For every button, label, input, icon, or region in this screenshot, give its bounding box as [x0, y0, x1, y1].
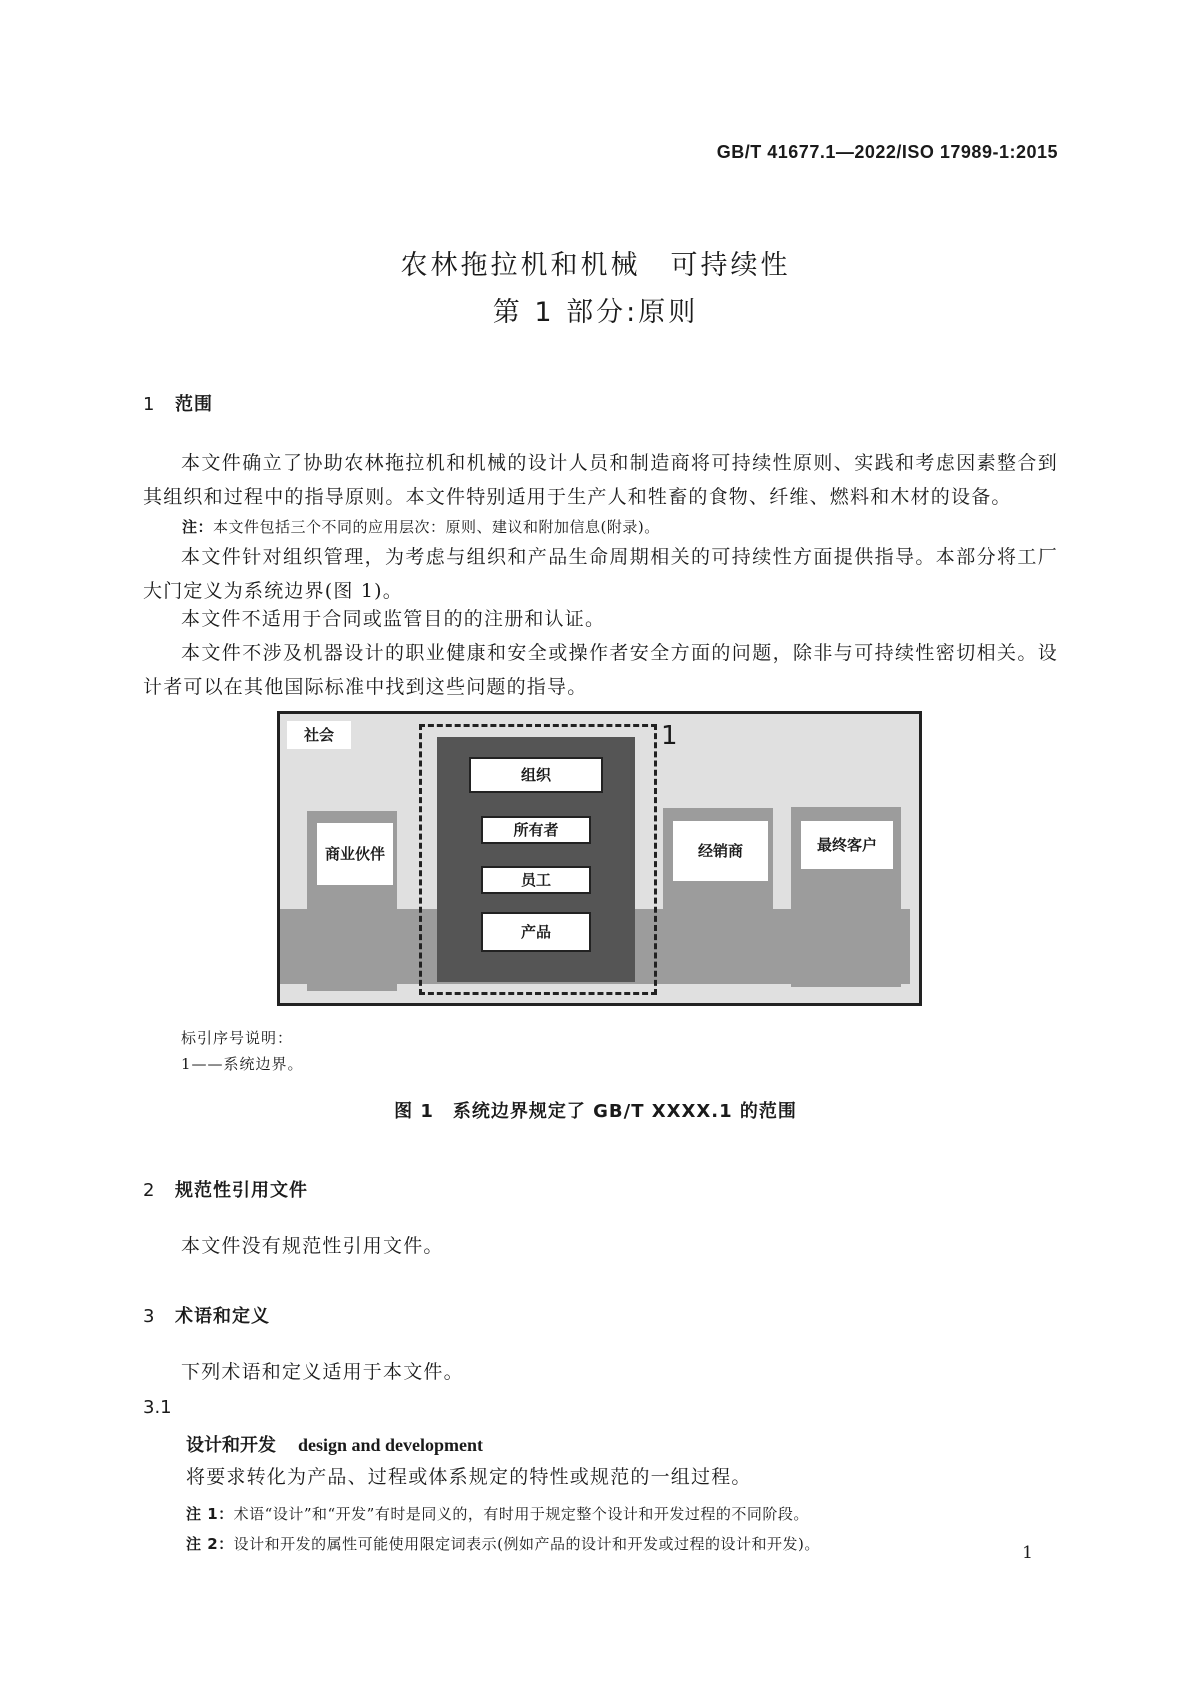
section-2-number: 2	[143, 1180, 156, 1201]
document-title: 农林拖拉机和机械 可持续性	[400, 250, 791, 281]
section-1-paragraph-1: 本文件确立了协助农林拖拉机和机械的设计人员和制造商将可持续性原则、实践和考虑因素整合到其组织和过程中的指导原则。本文件特别适用于生产人和牲畜的食物、纤维、燃料和木材的设备。	[143, 452, 1058, 508]
clause-3-1-number: 3.1	[143, 1397, 172, 1418]
section-3-heading	[143, 1302, 270, 1328]
standard-code: GB/T 41677.1—2022/ISO 17989-1:2015	[716, 142, 1058, 162]
product-label: 产品	[481, 912, 591, 952]
term-note-2-text: 设计和开发的属性可能使用限定词表示(例如产品的设计和开发或过程的设计和开发)。	[233, 1535, 820, 1553]
figure-1-caption: 图 1 系统边界规定了 GB/T XXXX.1 的范围	[394, 1101, 797, 1122]
figure-key-title: 标引序号说明：	[181, 1029, 294, 1047]
section-1-title: 范围	[175, 394, 213, 415]
term-note-2-label: 注 2：	[186, 1535, 234, 1553]
document-subtitle: 第 1 部分:原则	[492, 297, 699, 328]
section-2-heading	[143, 1176, 308, 1202]
term-definition: 将要求转化为产品、过程或体系规定的特性或规范的一组过程。	[186, 1466, 752, 1488]
term-note-1	[186, 1502, 1062, 1526]
section-2-paragraph: 本文件没有规范性引用文件。	[181, 1235, 444, 1257]
organization-box	[437, 737, 635, 982]
section-1-note	[182, 515, 1058, 539]
business-partner-label: 商业伙伴	[317, 823, 393, 885]
section-1-heading	[143, 390, 213, 416]
note-text: 本文件包括三个不同的应用层次：原则、建议和附加信息(附录)。	[213, 518, 660, 536]
dealer-label: 经销商	[673, 821, 768, 881]
section-1-paragraph-3: 本文件不适用于合同或监管目的的注册和认证。	[181, 608, 606, 630]
term-note-2	[186, 1532, 1062, 1556]
figure-key-item: 1——系统边界。	[181, 1055, 304, 1073]
term-english: design and development	[298, 1435, 484, 1455]
section-1-number: 1	[143, 394, 156, 415]
organization-label: 组织	[469, 757, 603, 793]
term-note-1-text: 术语“设计”和“开发”有时是同义的，有时用于规定整个设计和开发过程的不同阶段。	[233, 1505, 809, 1523]
section-1-paragraph-4: 本文件不涉及机器设计的职业健康和安全或操作者安全方面的问题，除非与可持续性密切相关。设计者可以在其他国际标准中找到这些问题的指导。	[143, 642, 1058, 698]
society-label: 社会	[287, 721, 351, 749]
section-3-number: 3	[143, 1306, 156, 1327]
staff-label: 员工	[481, 866, 591, 894]
section-3-paragraph: 下列术语和定义适用于本文件。	[181, 1361, 464, 1383]
term-entry	[186, 1431, 483, 1457]
owner-label: 所有者	[481, 816, 591, 844]
term-chinese: 设计和开发	[186, 1435, 276, 1456]
term-note-1-label: 注 1：	[186, 1505, 234, 1523]
page-number: 1	[1022, 1543, 1033, 1563]
end-customer-label: 最终客户	[801, 821, 893, 869]
figure-1-diagram	[277, 711, 922, 1006]
section-3-title: 术语和定义	[175, 1306, 270, 1327]
boundary-callout-number: 1	[661, 721, 678, 751]
section-1-paragraph-2: 本文件针对组织管理，为考虑与组织和产品生命周期相关的可持续性方面提供指导。本部分将工厂大门定义为系统边界(图 1)。	[143, 546, 1058, 602]
note-label: 注：	[182, 518, 214, 536]
section-2-title: 规范性引用文件	[175, 1180, 308, 1201]
